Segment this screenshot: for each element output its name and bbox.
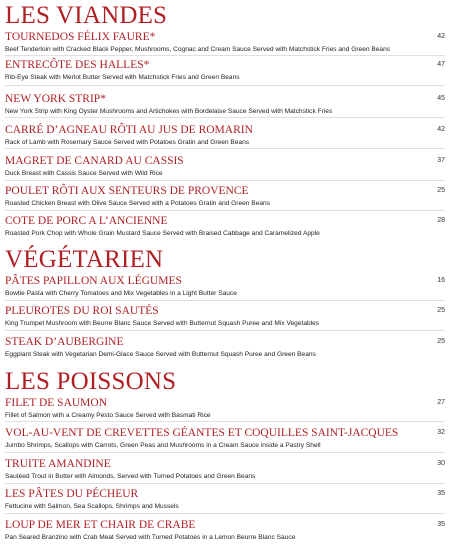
item-name: ENTRECÔTE DES HALLES* (5, 59, 150, 71)
item-price: 45 (437, 95, 445, 102)
menu-item (5, 185, 445, 208)
menu-item (5, 397, 445, 420)
section-title-vegetarien: VÉGÉTARIEN (5, 246, 164, 273)
item-description: Fillet of Salmon with a Creamy Pesto Sauce Served with Basmati Rice (5, 412, 211, 419)
item-price: 25 (437, 338, 445, 345)
item-name: NEW YORK STRIP* (5, 93, 106, 105)
item-name: MAGRET DE CANARD AU CASSIS (5, 155, 184, 167)
divider (5, 330, 445, 331)
item-name: VOL-AU-VENT DE CREVETTES GÉANTES ET COQUILLES SAINT-JACQUES (5, 427, 399, 439)
item-name: TRUITE AMANDINE (5, 458, 111, 470)
item-price: 27 (437, 399, 445, 406)
item-price: 35 (437, 490, 445, 497)
item-name: CARRÉ D’AGNEAU RÔTI AU JUS DE ROMARIN (5, 124, 253, 136)
item-price: 28 (437, 217, 445, 224)
item-price: 25 (437, 307, 445, 314)
item-description: Rib-Eye Steak with Merlot Butter Served with Matchstick Fries and Green Beans (5, 74, 240, 81)
menu-item (5, 215, 445, 238)
divider (5, 180, 445, 181)
item-price: 42 (437, 33, 445, 40)
item-description: Roasted Pork Chop with Whole Grain Mustard Sauce Served with Braised Cabbage and Caramelized Apple (5, 230, 320, 237)
item-description: Pan Seared Branzino with Crab Meat Served with Turned Potatoes in a Lemon Beurre Blanc Sauce (5, 534, 296, 541)
divider (5, 210, 445, 211)
divider (5, 513, 445, 514)
menu-item (5, 59, 445, 82)
menu-item (5, 427, 445, 450)
menu-item (5, 93, 445, 116)
item-price: 25 (437, 187, 445, 194)
menu-item (5, 305, 445, 328)
menu-item (5, 275, 445, 298)
item-description: Jumbo Shrimps, Scallops with Carrots, Green Peas and Mushrooms in a Cream Sauce inside a Pastry Shell (5, 442, 321, 449)
divider (5, 421, 445, 422)
section-title-poissons: LES POISSONS (5, 368, 177, 395)
menu-item (5, 336, 445, 359)
item-name: LOUP DE MER ET CHAIR DE CRABE (5, 519, 196, 531)
item-description: Beef Tenderloin with Cracked Black Pepper, Mushrooms, Cognac and Cream Sauce Served with Matchstick Fries and Green Beans (5, 46, 391, 53)
divider (5, 55, 445, 56)
item-price: 30 (437, 460, 445, 467)
item-price: 42 (437, 126, 445, 133)
menu-item (5, 519, 445, 542)
divider (5, 452, 445, 453)
menu-item (5, 124, 445, 147)
divider (5, 85, 445, 86)
section-title-viandes: LES VIANDES (5, 2, 168, 29)
item-price: 32 (437, 429, 445, 436)
item-description: Eggplant Steak with Vegetarian Demi-Glace Sauce Served with Butternut Squash Puree and Green Beans (5, 351, 316, 358)
item-name: LES PÂTES DU PÉCHEUR (5, 488, 139, 500)
divider (5, 483, 445, 484)
menu-item (5, 488, 445, 511)
item-name: STEAK D’AUBERGINE (5, 336, 124, 348)
item-name: TOURNEDOS FÉLIX FAURE* (5, 31, 156, 43)
menu-item (5, 31, 445, 54)
item-name: PÂTES PAPILLON AUX LÉGUMES (5, 275, 182, 287)
menu-item (5, 458, 445, 481)
item-name: PLEUROTES DU ROI SAUTÉS (5, 305, 159, 317)
item-price: 47 (437, 61, 445, 68)
item-description: Fettucine with Salmon, Sea Scallops, Shrimps and Mussels (5, 503, 179, 510)
item-description: Rack of Lamb with Rosemary Sauce Served with Potatoes Gratin and Green Beans (5, 139, 250, 146)
item-description: New York Strip with King Oyster Mushrooms and Artichokes with Bordelaise Sauce Served with Matchstick Fries (5, 108, 333, 115)
item-description: Sautéed Trout in Butter with Almonds, Served with Turned Potatoes and Green Beans (5, 473, 256, 480)
item-description: King Trumpet Mushroom with Beurre Blanc Sauce Served with Butternut Squash Puree and Mix Vegetables (5, 320, 320, 327)
divider (5, 117, 445, 118)
item-description: Roasted Chicken Breast with Olive Sauce Served with a Potatoes Gratin and Green Beans (5, 200, 270, 207)
item-name: FILET DE SAUMON (5, 397, 108, 409)
divider (5, 148, 445, 149)
item-description: Bowtie Pasta with Cherry Tomatoes and Mix Vegetables in a Light Butter Sauce (5, 290, 237, 297)
item-price: 37 (437, 157, 445, 164)
item-name: COTE DE PORC A L’ANCIENNE (5, 215, 168, 227)
item-description: Duck Breast with Cassis Sauce Served with Wild Rice (5, 170, 163, 177)
item-name: POULET RÔTI AUX SENTEURS DE PROVENCE (5, 185, 249, 197)
item-price: 35 (437, 521, 445, 528)
divider (5, 300, 445, 301)
menu-item (5, 155, 445, 178)
item-price: 16 (437, 277, 445, 284)
